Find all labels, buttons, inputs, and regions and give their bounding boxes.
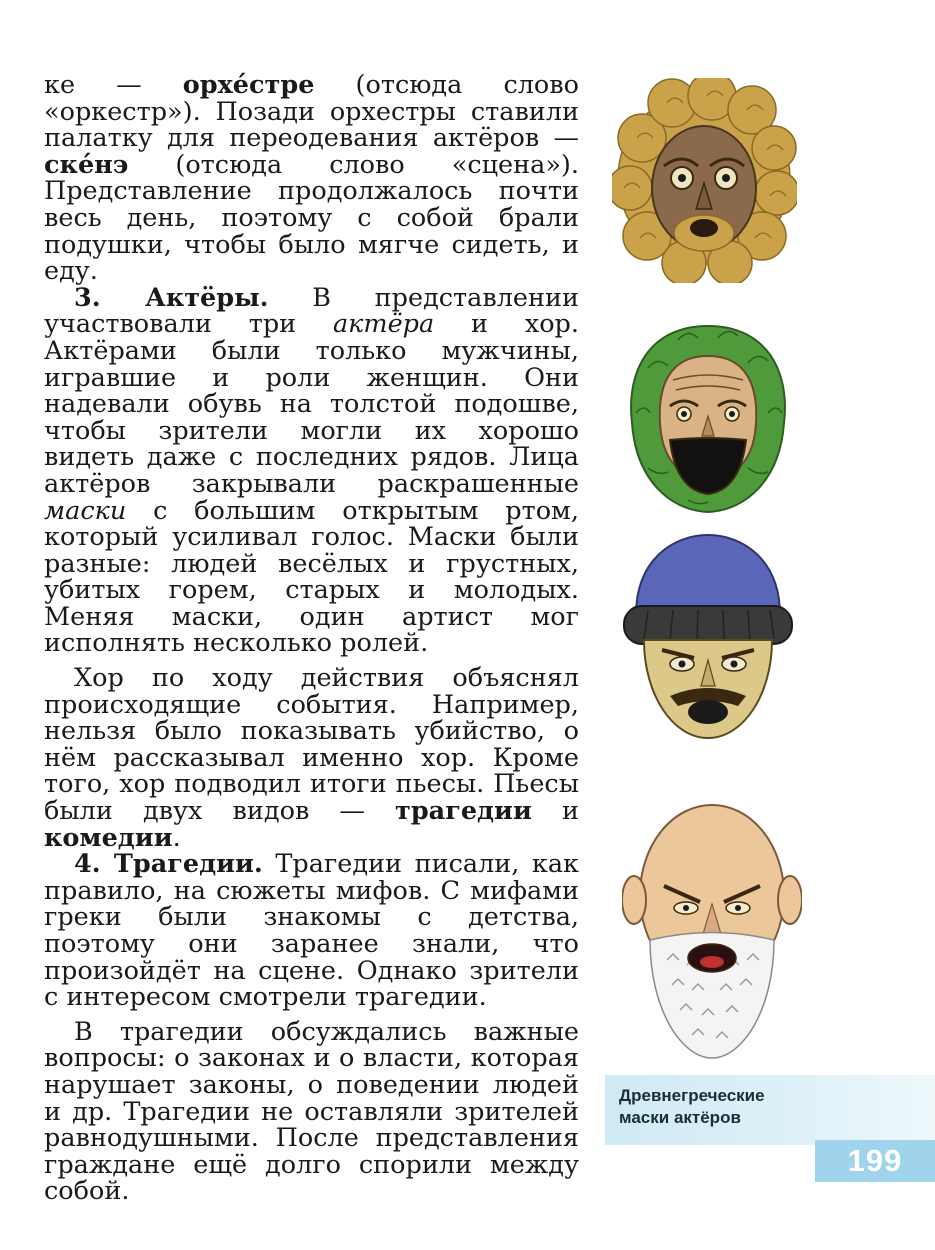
term-tragedies: трагедии [395, 796, 532, 827]
term-skene: ске́нэ [44, 149, 129, 180]
paragraph-tragedies: 4. Трагедии. Трагедии писали, как правило, на сюжеты мифов. С мифами греки были знакомы с детства, поэтому они заранее знали, что произойдёт на сцене. Однако зрители с интересом смотрели трагедии. [44, 849, 579, 1013]
mask-bald-white-beard-illustration [622, 800, 802, 1065]
caption-line-1: Древнегреческие [619, 1086, 765, 1105]
section-heading-actors: 3. Актёры. [74, 282, 269, 313]
paragraph-tragedy-topics: В трагедии обсуждались важные вопросы: о законах и о власти, которая нарушает законы, о поведении людей и др. Трагедии не оставляли зрителей равнодушными. После представления граждане ещё долго спорили между собой. [44, 1016, 579, 1207]
mask-golden-hair-illustration [612, 78, 797, 283]
paragraph-actors: 3. Актёры. В представлении участвовали три актёра и хор. Актёрами были только мужчины, игравшие и роли женщин. Они надевали обувь на толстой подошве, чтобы зрители могли их хорошо видеть даже с последних рядов. Лица актёров закрывали раскрашенные маски с большим открытым ртом, который усиливал голос. Маски были разные: людей весёлых и грустных, убитых горем, старых и молодых. Меняя маски, один артист мог исполнять несколько ролей. [44, 282, 579, 659]
figure-caption [605, 1075, 935, 1145]
term-orchestra: орхе́стре [182, 70, 315, 100]
page-number: 199 [815, 1140, 935, 1182]
mask-blue-cap-illustration [618, 530, 798, 745]
mask-green-hair-illustration [618, 318, 798, 518]
section-heading-tragedies: 4. Трагедии. [74, 849, 263, 880]
paragraph-theatre-continued: ке — орхе́стре (отсюда слово «оркестр»). Позади орхестры ставили палатку для переодевания актёров — ске́нэ (отсюда слово «сцена»). Представление продолжалось почти весь день, поэтому с собой брали подушки, чтобы было мягче сидеть, и еду. [44, 70, 579, 287]
main-text-column [44, 72, 579, 1205]
term-masks: маски [44, 495, 127, 526]
caption-line-2: маски актёров [619, 1108, 741, 1127]
term-actor: актёра [332, 309, 435, 340]
term-comedies: комедии [44, 822, 173, 853]
paragraph-chorus: Хор по ходу действия объяснял происходящие события. Например, нельзя было показывать убийство, о нём рассказывал именно хор. Кроме того, хор подводил итоги пьесы. Пьесы были двух видов — трагедии и комедии. [44, 663, 579, 853]
